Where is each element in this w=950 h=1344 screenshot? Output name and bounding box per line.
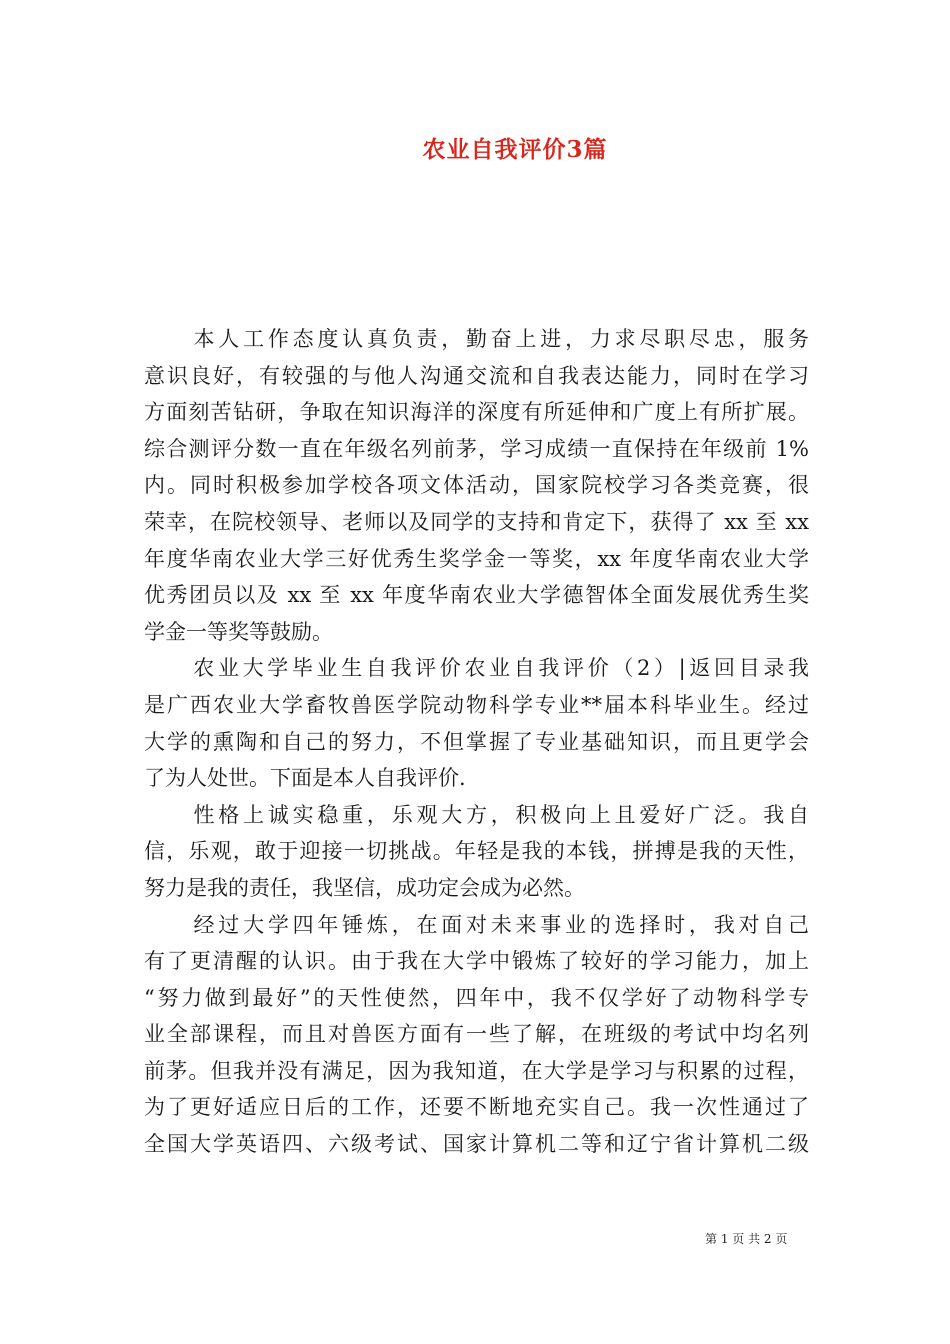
text-line: 为了更好适应日后的工作，还要不断地充实自己。我一次性通过了 [144,1095,809,1120]
text-line: 意识良好，有较强的与他人沟通交流和自我表达能力，同时在学习 [144,363,809,388]
text-line: 性格上诚实稳重，乐观大方，积极向上且爱好广泛。我自 [144,802,809,827]
text-line: 信，乐观，敢于迎接一切挑战。年轻是我的本钱，拼搏是我的天性， [144,839,809,864]
text-line: 经过大学四年锤炼，在面对未来事业的选择时，我对自己 [144,912,809,937]
text-line: 农业大学毕业生自我评价农业自我评价（2）|返回目录我 [144,656,809,681]
text-line: 综合测评分数一直在年级名列前茅，学习成绩一直保持在年级前 1% [144,436,809,461]
text-line: 大学的熏陶和自己的努力，不但掌握了专业基础知识，而且更学会 [144,729,809,754]
text-line: 前茅。但我并没有满足，因为我知道，在大学是学习与积累的过程， [144,1058,809,1083]
text-line: 方面刻苦钻研，争取在知识海洋的深度有所延伸和广度上有所扩展。 [144,400,809,425]
text-line: 努力是我的责任，我坚信，成功定会成为必然。 [144,875,585,900]
text-line: 学金一等奖等鼓励。 [144,619,333,644]
document-body [144,321,809,1163]
text-line: 优秀团员以及 xx 至 xx 年度华南农业大学德智体全面发展优秀生奖 [144,583,809,608]
text-line: 年度华南农业大学三好优秀生奖学金一等奖，xx 年度华南农业大学 [144,546,809,571]
text-line: 全国大学英语四、六级考试、国家计算机二等和辽宁省计算机二级 [144,1132,809,1157]
text-line: 了为人处世。下面是本人自我评价. [144,766,466,791]
text-line: “努力做到最好”的天性使然，四年中，我不仅学好了动物科学专 [144,985,809,1010]
text-line: 业全部课程，而且对兽医方面有一些了解，在班级的考试中均名列 [144,1022,809,1047]
text-line: 是广西农业大学畜牧兽医学院动物科学专业**届本科毕业生。经过 [144,692,809,717]
text-line: 有了更清醒的认识。由于我在大学中锻炼了较好的学习能力，加上 [144,949,809,974]
text-line: 本人工作态度认真负责，勤奋上进，力求尽职尽忠，服务 [144,327,809,351]
text-line: 内。同时积极参加学校各项文体活动，国家院校学习各类竞赛，很 [144,473,809,498]
document-title: 农业自我评价3篇 [422,136,608,163]
page-footer: 第 1 页 共 2 页 [705,1232,788,1246]
text-line: 荣幸，在院校领导、老师以及同学的支持和肯定下，获得了 xx 至 xx [144,509,809,534]
